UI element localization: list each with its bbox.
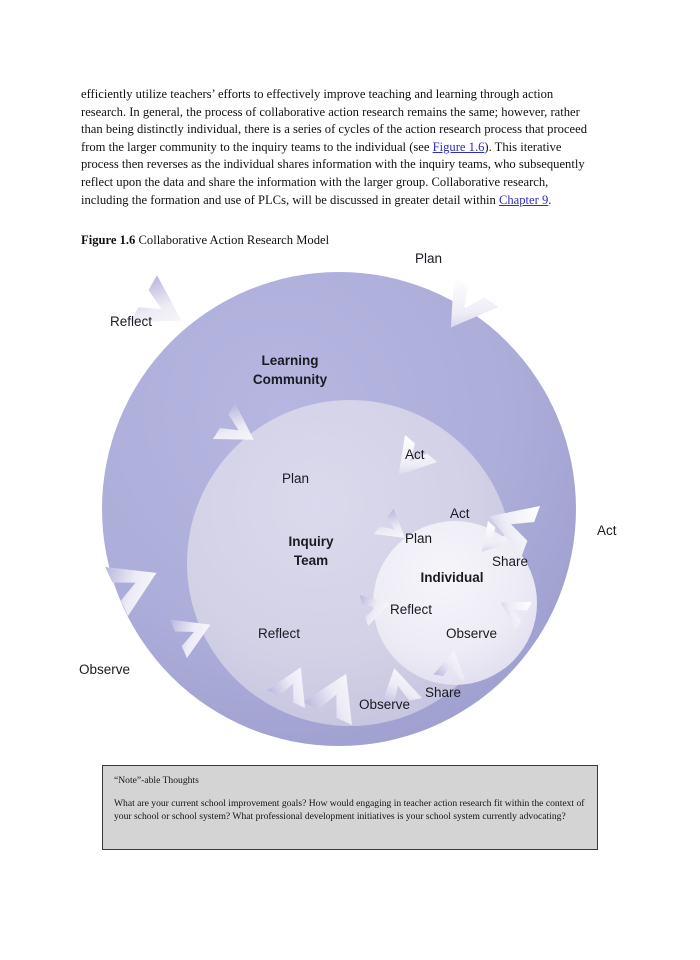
figure-1-6-link[interactable]: Figure 1.6 — [432, 139, 485, 154]
paragraph-segment-2: ). This iterative process then reverses as the individual shares information with the inquiry teams, who subsequently reflect upon the data and share the information with the larger group. Collaborative research, including the formation and use of PLCs, will be discussed in greater detail within — [81, 139, 585, 207]
label-inner-share: Share — [492, 554, 529, 569]
label-outer-reflect: Reflect — [110, 314, 153, 329]
body-text-block — [81, 86, 599, 209]
label-inner-observe: Observe — [446, 626, 498, 641]
label-individual: Individual — [420, 570, 484, 585]
paragraph-segment-3: . — [548, 192, 552, 207]
label-inquiry-team-line2: Team — [293, 553, 329, 568]
noteable-thoughts-box — [102, 765, 598, 850]
chapter-9-link[interactable]: Chapter 9 — [498, 192, 549, 207]
label-inner-plan: Plan — [405, 531, 433, 546]
label-inquiry-team-line1: Inquiry — [288, 534, 334, 549]
collaborative-action-research-diagram — [60, 248, 640, 758]
label-mid-share: Share — [425, 685, 462, 700]
figure-caption-title: Collaborative Action Research Model — [135, 233, 330, 247]
label-learning-community-line1: Learning — [261, 353, 319, 368]
label-inner-reflect: Reflect — [390, 602, 433, 617]
label-outer-plan: Plan — [415, 251, 443, 266]
label-outer-observe: Observe — [79, 662, 131, 677]
figure-caption-number: Figure 1.6 — [81, 233, 136, 247]
noteable-thoughts-title: “Note”-able Thoughts — [114, 775, 199, 786]
body-paragraph — [81, 86, 599, 209]
figure-caption — [81, 232, 329, 248]
label-inner-act: Act — [450, 506, 470, 521]
label-outer-act: Act — [597, 523, 617, 538]
noteable-thoughts-body: What are your current school improvement goals? How would engaging in teacher action research fit within the context of your school or school system? What professional development initiatives is your school system currently advocating? — [114, 798, 585, 822]
label-mid-act: Act — [405, 447, 425, 462]
label-mid-plan: Plan — [282, 471, 310, 486]
paragraph-segment-1: efficiently utilize teachers’ efforts to effectively improve teaching and learning through action research. In general, the process of collaborative action research remains the same; however, rather than being distinctly individual, there is a series of cycles of the action research process that proceed from the larger community to the inquiry teams to the individual (see — [81, 87, 588, 154]
label-learning-community-line2: Community — [252, 372, 328, 387]
label-mid-observe: Observe — [359, 697, 411, 712]
label-mid-reflect: Reflect — [258, 626, 301, 641]
